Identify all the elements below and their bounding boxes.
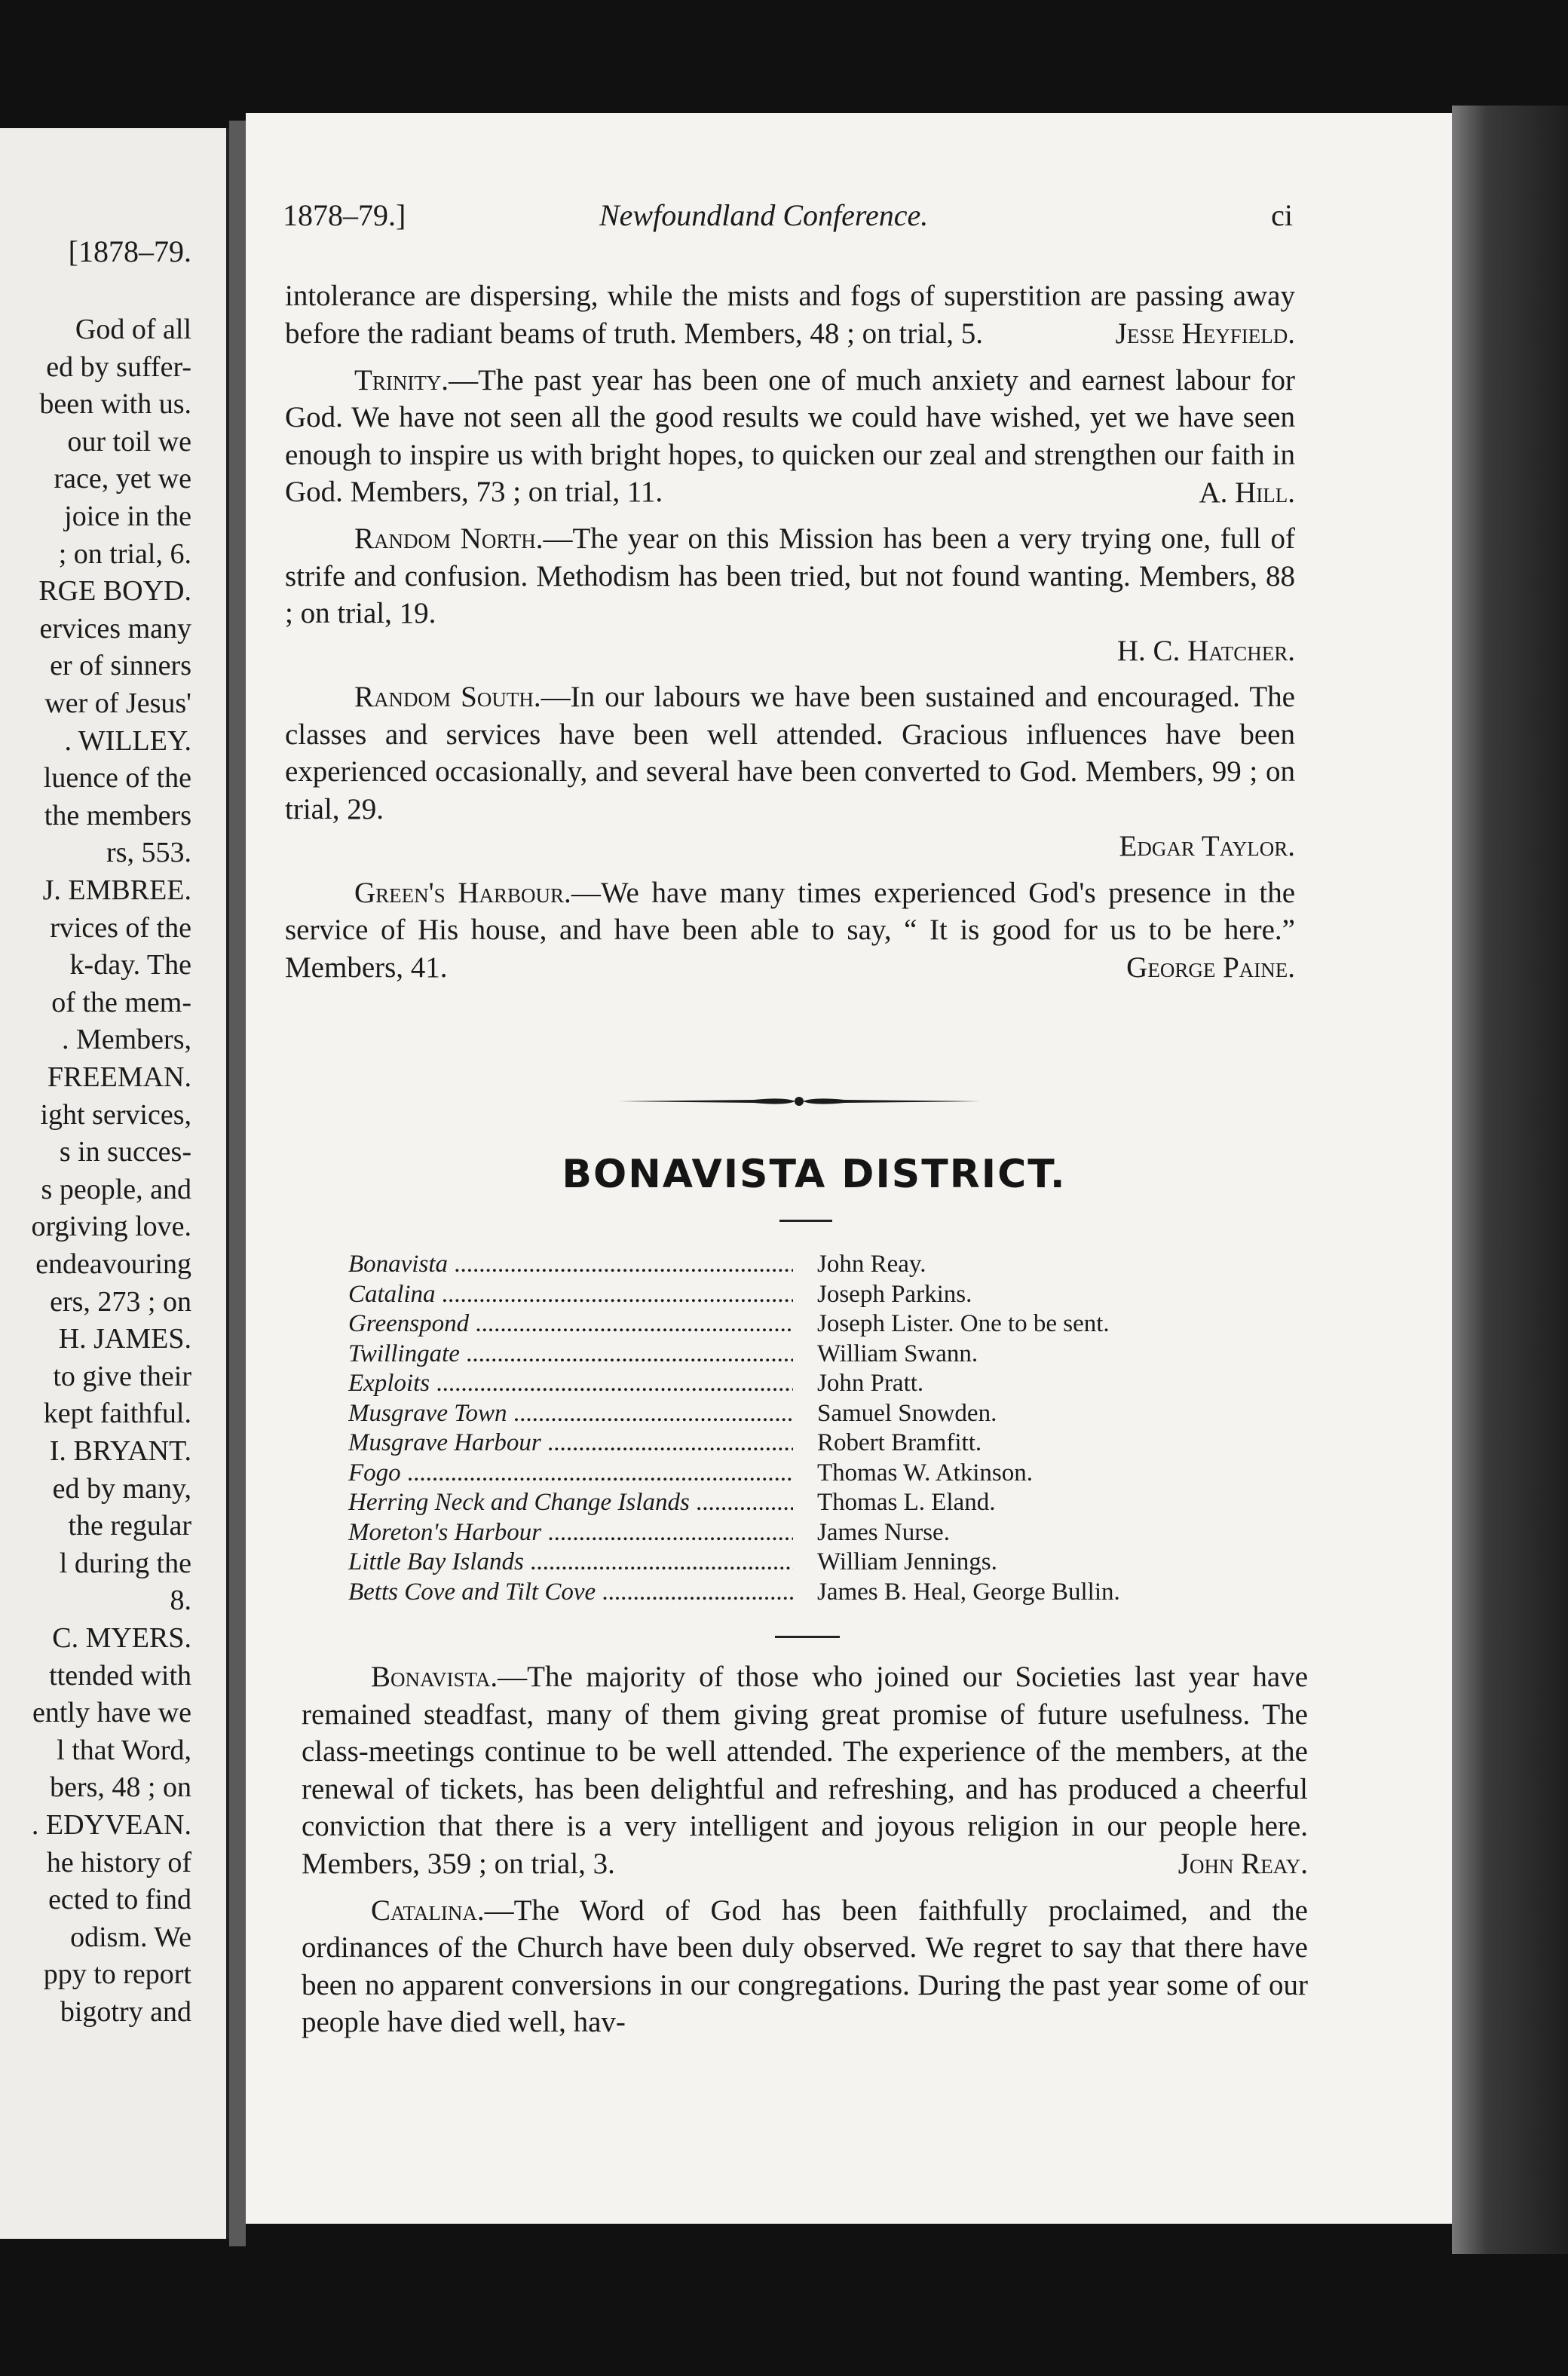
left-page-line: joice in the	[64, 501, 191, 532]
station-row	[348, 1340, 1253, 1370]
station-minister: Samuel Snowden.	[817, 1399, 997, 1429]
station-minister: Thomas W. Atkinson.	[817, 1459, 1033, 1489]
left-page-line: . EDYVEAN.	[31, 1809, 191, 1841]
left-page-line: orgiving love.	[31, 1211, 191, 1243]
station-row	[348, 1399, 1253, 1429]
left-page-line: rs, 553.	[106, 837, 191, 869]
station-minister: Thomas L. Eland.	[817, 1488, 995, 1518]
report-paragraph: Random North.—The year on this Mission has been a very trying one, full of strife and confusion. Methodism has been tried, but not found wanting. Members, 88 ; on trial, 19. H. C. Hatcher.	[285, 522, 1295, 667]
left-page-line: l during the	[59, 1547, 191, 1579]
left-page-line: of the mem-	[51, 986, 191, 1018]
left-page-line: ently have we	[32, 1697, 191, 1729]
ornament-divider	[618, 1090, 980, 1113]
station-row	[348, 1428, 1253, 1459]
left-page-line: k-day. The	[69, 949, 191, 981]
report-paragraph: intolerance are dispersing, while the mists and fogs of superstition are passing away before the radiant beams of truth. Members, 48 ; on trial, 5. Jesse Heyfield.	[285, 280, 1295, 350]
left-page-line: the members	[44, 799, 191, 831]
station-place: Bonavista .....	[348, 1250, 793, 1280]
report-paragraph: Catalina.—The Word of God has been faithfully proclaimed, and the ordinances of the Church have been duly observed. We regret to say that there have been no apparent conversions in our congregations. During the past year some of our people have died well, hav-	[302, 1894, 1308, 2038]
left-page-line: luence of the	[43, 762, 191, 795]
left-page-line: rvices of the	[50, 911, 191, 944]
report-paragraph: Trinity.—The past year has been one of much anxiety and earnest labour for God. We have not seen all the good results we could have wished, yet we have seen enough to inspire us with bright hopes, to quicken our zeal and strengthen our faith in God. Members, 73 ; on trial, 11. A. Hill.	[285, 363, 1295, 509]
station-minister: Robert Bramfitt.	[817, 1428, 982, 1459]
left-page-line: s people, and	[41, 1173, 191, 1205]
left-page-line: . WILLEY.	[64, 724, 191, 757]
report-paragraph: Random South.—In our labours we have been sustained and encouraged. The classes and services have been well attended. Gracious influences have been experienced occasionally, and several have been converted to God. Members, 99 ; on trial, 29. Edgar Taylor.	[285, 681, 1295, 862]
station-place: Fogo .....	[348, 1459, 793, 1489]
left-page-line: C. MYERS.	[52, 1622, 191, 1654]
left-page-line: ight services,	[40, 1098, 191, 1131]
running-header	[283, 197, 1293, 240]
left-page-line: to give their	[53, 1360, 191, 1392]
station-place: Betts Cove and Tilt Cove .....	[348, 1578, 793, 1608]
left-page-line: he history of	[46, 1846, 191, 1878]
station-place: Musgrave Harbour .....	[348, 1428, 793, 1459]
page-number: ci	[1271, 198, 1293, 232]
left-page-line: ttended with	[49, 1659, 191, 1692]
station-row	[348, 1309, 1253, 1340]
reports-top	[285, 277, 1295, 987]
left-page-line: . Members,	[61, 1024, 191, 1056]
district-title: BONAVISTA DISTRICT.	[562, 1152, 1067, 1197]
left-page-line: ppy to report	[43, 1958, 191, 1991]
left-page-line: been with us.	[39, 388, 191, 421]
left-page-line: [1878–79.	[68, 234, 191, 268]
station-minister: William Swann.	[817, 1340, 978, 1370]
left-page-line: J. EMBREE.	[42, 874, 191, 906]
station-place: Little Bay Islands .....	[348, 1548, 793, 1578]
station-list	[348, 1250, 1253, 1607]
left-page-line: I. BRYANT.	[49, 1435, 191, 1467]
left-page-line: ; on trial, 6.	[58, 537, 191, 570]
station-row	[348, 1488, 1253, 1518]
station-minister: John Reay.	[817, 1250, 926, 1280]
left-page-line: ervices many	[39, 612, 191, 645]
station-row	[348, 1459, 1253, 1489]
header-year: 1878–79.]	[283, 198, 406, 232]
station-row	[348, 1518, 1253, 1548]
left-page-line: our toil we	[67, 425, 191, 458]
station-row	[348, 1250, 1253, 1280]
left-page-line: ers, 273 ; on	[50, 1285, 191, 1318]
station-minister: William Jennings.	[817, 1548, 997, 1578]
left-page-line: bers, 48 ; on	[50, 1771, 191, 1804]
left-page-line: s in succes-	[59, 1136, 191, 1168]
station-place: Musgrave Town .....	[348, 1399, 793, 1429]
station-minister: John Pratt.	[817, 1369, 923, 1399]
station-place: Catalina .....	[348, 1280, 793, 1310]
station-place: Twillingate .....	[348, 1340, 793, 1370]
left-page-line: ected to find	[48, 1884, 191, 1916]
station-place: Moreton's Harbour .....	[348, 1518, 793, 1548]
book-gutter	[229, 121, 246, 2246]
station-minister: Joseph Lister. One to be sent.	[817, 1309, 1110, 1340]
reports-bottom	[302, 1658, 1308, 2041]
station-minister: James B. Heal, George Bullin.	[817, 1578, 1120, 1608]
left-page-line: endeavouring	[35, 1248, 191, 1280]
station-minister: James Nurse.	[817, 1518, 950, 1548]
left-page-line: RGE BOYD.	[38, 575, 191, 608]
left-page-line: God of all	[75, 314, 191, 345]
left-page-line: H. JAMES.	[58, 1323, 191, 1355]
left-page-line: 8.	[170, 1585, 191, 1617]
left-page-line: FREEMAN.	[47, 1061, 191, 1093]
left-page-line: er of sinners	[50, 650, 191, 682]
left-page-line: bigotry and	[60, 1996, 191, 2028]
list-rule	[775, 1636, 840, 1638]
station-row	[348, 1548, 1253, 1578]
report-paragraph: Bonavista.—The majority of those who joined our Societies last year have remained steadfast, many of them giving great promise of future usefulness. The class-meetings continue to be well attended. The experience of the members, at the renewal of tickets, has been delightful and refreshing, and has produced a cheerful conviction that there is a very intelligent and joyous religion in our people here. Members, 359 ; on trial, 3. John Reay.	[302, 1661, 1308, 1880]
left-page-line: wer of Jesus'	[44, 687, 191, 719]
title-rule	[779, 1220, 832, 1222]
left-page-line: the regular	[68, 1510, 191, 1542]
station-place: Herring Neck and Change Islands .....	[348, 1488, 793, 1518]
left-page-line: ed by many,	[52, 1472, 191, 1505]
left-page-line: l that Word,	[57, 1734, 191, 1766]
left-page-line: race, yet we	[54, 463, 191, 495]
report-paragraph: Green's Harbour.—We have many times experienced God's presence in the service of His house, and have been able to say, “ It is good for us to be here.” Members, 41. George Paine.	[285, 876, 1296, 984]
station-minister: Joseph Parkins.	[817, 1280, 972, 1310]
left-page	[0, 128, 229, 2239]
station-place: Greenspond .....	[348, 1309, 793, 1340]
station-place: Exploits .....	[348, 1369, 793, 1399]
left-page-line: odism. We	[70, 1921, 191, 1953]
station-row	[348, 1280, 1253, 1310]
left-page-line: kept faithful.	[43, 1398, 191, 1430]
station-row	[348, 1578, 1253, 1608]
left-page-line: ed by suffer-	[46, 351, 191, 383]
header-title: Newfoundland Conference.	[599, 198, 929, 232]
station-row	[348, 1369, 1253, 1399]
page-edge-shadow	[1452, 106, 1568, 2254]
